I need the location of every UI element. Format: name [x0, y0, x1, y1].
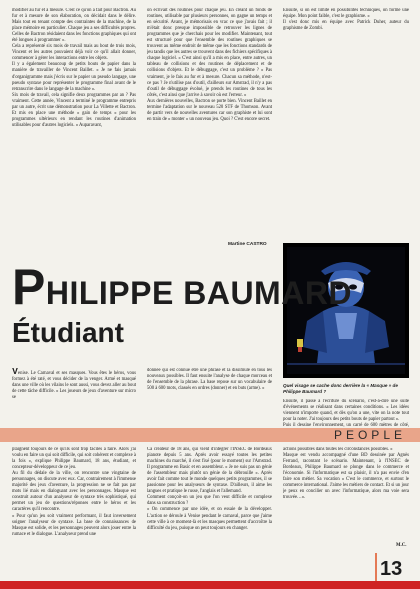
section-label: PEOPLE: [333, 428, 406, 442]
page-number: 13: [380, 558, 403, 580]
title-initial: P: [12, 259, 46, 315]
bottom-color-bar: [0, 581, 420, 589]
article-subtitle: Étudiant: [12, 317, 124, 348]
dropcap: V: [12, 368, 19, 376]
author-signature: Martine CASTRO: [228, 242, 267, 247]
article-title: [12, 259, 353, 315]
article-bottom-col2: Ca créateur de 18 ans, qui vient d'intégrer l'INSEC de Bordeaux pianote depuis 5 ans. Après avoir essayé toutes les petites machines du marché, il s'est fixé (pour le moment) sur l'Amstrad. Il programme en Basic et en assembleur. « Je ne suis pas un génie de l'assembleur mais plutôt un génie de la débrouille ». Après avoir fait comme tout le monde quelques petits programmes, il se passionne pour les analyseurs de syntaxe. D'ailleurs, il aime les langues et pratique le russe, l'anglais et l'allemand. Comment conçoit-on un jeu que l'on veut difficile et complexe dans sa construction ? « On commence par une idée, et on essaie de la développer. L'action se déroule à Venise pendant le carnaval, parce que j'aime cette ville à ce moment-là et les masques permettent d'accroître la difficulté du jeu, puisque on peut toujours en changer.: [147, 447, 272, 531]
article-top-col1: modifier au fur et à mesure. C'est ce qu'on a fait pour Bactron. Au fur et à mesure de son élaboration, on décidait dans le délire. Mais tout en tenant compte des contraintes de la machine, de la place mémoire en particulier. Chaque jeu a ses difficultés propres. Celles de Bactron résidaient dans les fonctions graphiques qui ont été longues à programmer ». Cela a représenté six mois de travail mais au bout de trois mois, Vincent et les autres pouvaient déjà voir ce qu'il allait donner, commencer à gérer les interactions entre les objets. Il y a également beaucoup de petits bouts de papier dans la manière de travailler de Vincent Baillet. « Je ne fais jamais d'organigramme mais j'écris sur le papier un pseudo langage, une pseudo syntaxe pour représenter le programme final avant de le retranscrire dans le langage de la machine ». Six mois de travail, cela signifie deux programmes par an ? Pas vraiment. Cette année, Vincent a terminé le programme entrepris par un autre, écrit une démonstration pour La Villette et Bactron. Et mis en place une méthode « gain de temps » pour les programmes ultérieurs en rendant les routines d'animation utilisables pour d'autres logiciels. « Auparavant,: [12, 8, 136, 128]
article-right-col-lower: Ensuite, il passe à l'écriture du scénario, c'est-à-dire une suite d'événements se réalisant dans certaines conditions. « Les idées viennent n'importe quand, et dès qu'on a une, vite on la note tout pour la noter. J'ai toujours des petits bouts de papier partout ». Puis il dessine l'environnement, un carré de 600 mètres de côté,: [283, 399, 409, 428]
author-initials: M.C.: [396, 543, 407, 548]
article-mid-col1: [12, 368, 136, 426]
article-bottom-col1: plaignent toujours de ce qu'ils sont trop faciles à faire. Alors j'ai voulu en faire un qui soit difficile, qui soit cohérent et complexe à la fois », explique Philippe Baumard, 18 ans, étudiant, et concepteur-développeur de ce jeu. Au fil du dédale de la ville, on rencontre une vingtaine de personnages, on discute avec eux. Car, contrairement à l'immense majorité des jeux d'aventure, la progression ne se fait pas par mots lié mais en dialoguant avec les personnages. Masque est construit autour d'un analyseur de syntaxe très sophistiqué, qui permet un jeu de questions/réponses entre le héros et les caractères qu'il rencontre. « Pour qu'un jeu soit vraiment performant, il faut inversement soigner l'analyseur de syntaxe. La base de connaissances de Masque est solide, et les personnages peuvent alors jouer entre la rumace et le dialogue. L'analyseur prend une: [12, 447, 136, 537]
article-bottom-col3: actions possibles dans toutes les circonstances possibles. » Masque est vendu accompagné d'une BD dessinée par Agnès Ferrand, racontant le scénario. Maintenant, à l'INSEC de Bordeaux, Philippe Baumard se plonge dans le commerce et l'économie. Si l'informatique est sa plaisir, il n'a pas envie d'en faire son métier. Sa vocation « C'est le commerce, et surtout le commerce international. J'aime les métiers de contact. Et si un jour je peux en concilier un avec l'informatique, alors ma voie sera trouvée…».: [283, 447, 409, 501]
article-mid-col2: donnée qui est connue être une phrase et la dissimulé en tous les nouveaux possibles. Il faut ensuite l'analyse de chaque morceau et de l'ensemble de la phrase. La base repose sur un vocabulaire de 500 à 600 mots, classés en ordres (donner) et en buts (arme). »: [147, 368, 272, 392]
photo-caption: Quel visage se cache donc derrière la « Masque » de Philippe Baumard ?: [283, 383, 398, 394]
article-top-col3: Ensuite, si on est limité en possibilités techniques, on forme une équipe. Mon point faible, c'est le graphisme. » Il s'est donc mis en équipe avec Patrick Duher, auteur du graphisme de Zombi.: [283, 8, 409, 32]
page-number-bar: [375, 553, 377, 581]
article-mid-col1-text: enise. Le Carnaval et ses masques. Vous êtes le héros, vous formez à été raté, et vous décider de la venger. Armé et masqué dans une ville où les vilains le sont aussi, vous devez aller au bout de cette tâche difficile. « Les joueurs de jeux d'aventure sur micro se: [12, 371, 136, 401]
title-name: HILIPPE BAUMARD: [45, 275, 353, 311]
article-top-col2: on écrivait des routines pour chaque jeu. En créant un fonds de routines, utilisable par plusieurs personnes, on gagne un temps et en sécurité. Avant, je mémorisais en vrac ce que j'avais fait ; il m'était donc presque impossible de retrouver les lignes de programmes que je cherchais pour les modifier. Maintenant, tout est structuré pour que l'ensemble des routines graphiques se trouvent au même endroit de même que les fonctions standards de jeu tandis que les autres se trouvent dans des fichiers spécifiques à chaque logiciel. » C'est ainsi qu'il a mis en place, entre autres, un tableau de collisions et des routines de déplacement et de collisions d'objets. Et le débuggage, c'est un problème ? « Pas vraiment, je le fais au fur et à mesure. Chacun sa méthode, n'est-ce pas ? Je n'utilise pas d'outil, d'ailleurs sur Amstrad, il n'y a pas d'outil de débuggage évolué, je prends les routines de tous les côtés, c'est ainsi que j'arrive à savoir où est l'erreur. » Aux dernières nouvelles, Bactron se porte bien. Vincent Baillet en termine l'adaptation sur le nouveau 520 STF de Thomson. Avant de partir vers de nouvelles aventures car son graphiste et lui sont en train de « monter » un nouveau jeu. Quoi ? C'est encore secret.: [147, 8, 272, 122]
